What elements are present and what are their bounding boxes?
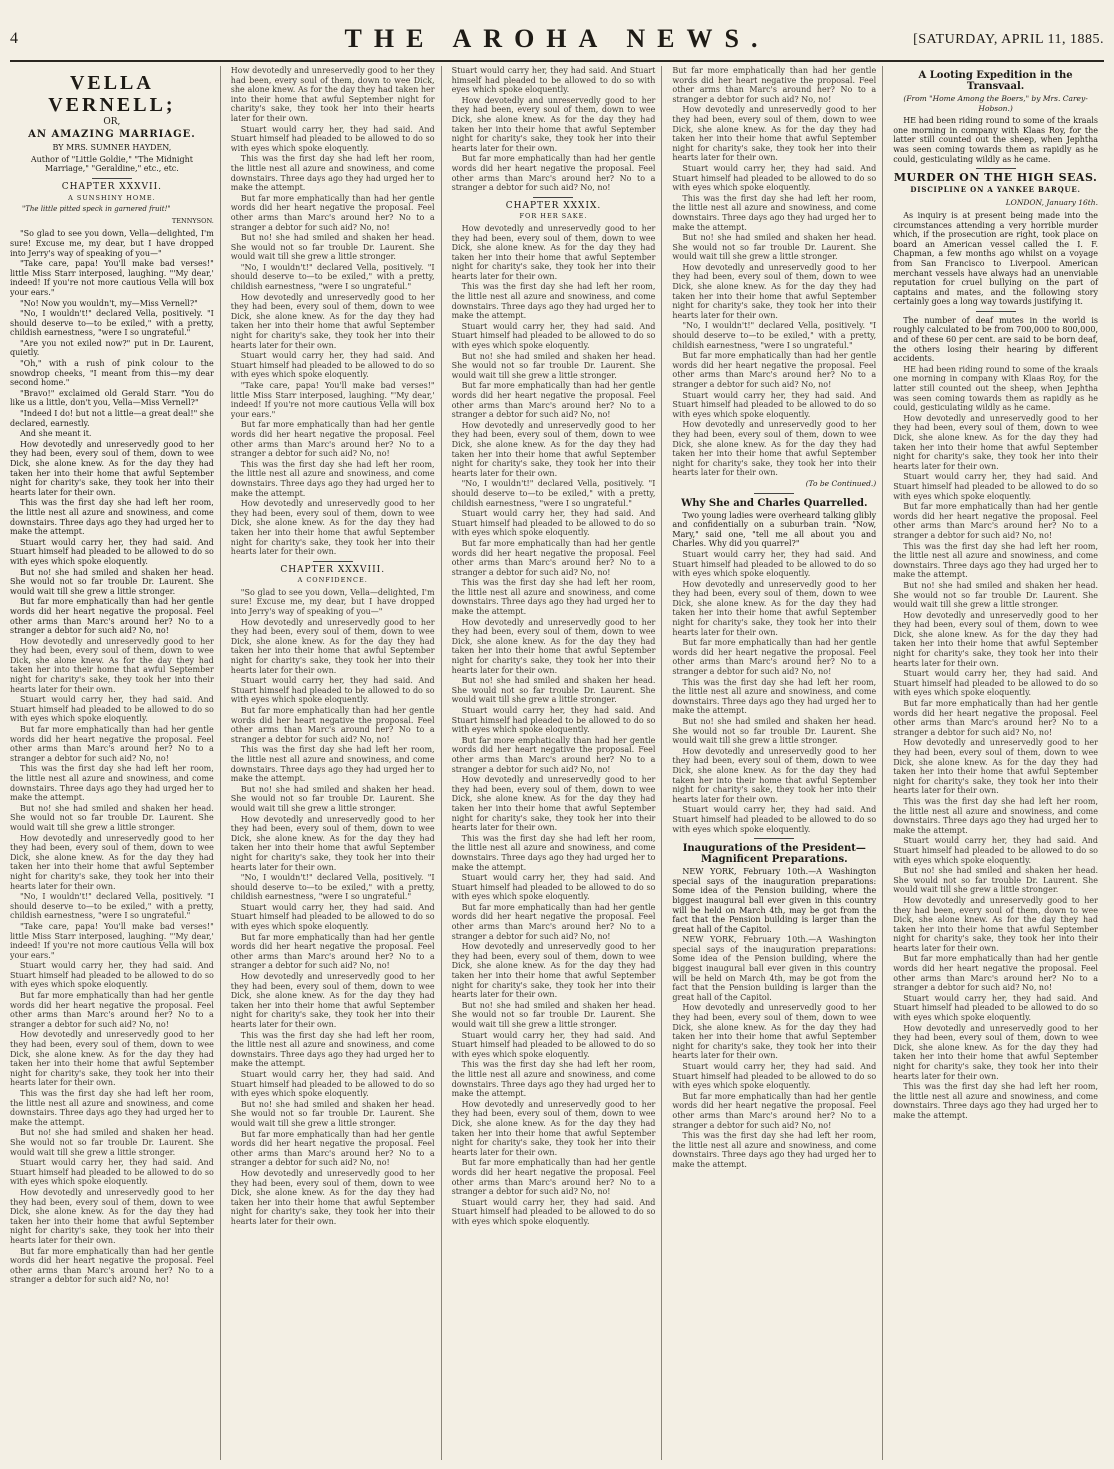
paragraph: How devotedly and unreservedly good to her they had been, every soul of them, down to wee Dick, she alone knew. As for the day they had taken her into their home that awful September night for charity's sake, they took her into their hearts later for their own. (672, 746, 877, 804)
paragraph: "No, I wouldn't!" declared Vella, positively. "I should deserve to—to be exiled," with a pretty, childish earnestness, "were I so ungrateful." (451, 479, 656, 508)
paragraph: But far more emphatically than had her gentle words did her heart negative the proposal. Feel other arms than Marc's around her? No to a stranger a debtor for such aid? No, no! (10, 725, 214, 763)
paragraph: This was the first day she had left her room, the little nest all azure and snowiness, and come downstairs. Three days ago they had urged her to make the attempt. (230, 1030, 435, 1069)
paragraph: Stuart would carry her, they had said. And Stuart himself had pleaded to be allowed to do so with eyes which spoke eloquently. (230, 902, 435, 932)
masthead-rule (10, 60, 1104, 62)
paragraph: How devotedly and unreservedly good to her they had been, every soul of them, down to wee Dick, she alone knew. As for the day they had taken her into their home that awful September night for charity's sake, they took her into their hearts later for their own. (230, 972, 435, 1029)
column-3 (452, 66, 663, 1460)
paragraph: But far more emphatically than had her gentle words did her heart negative the proposal. Feel other arms than Marc's around her? No to a stranger a debtor for such aid? No, no! (230, 706, 435, 744)
paragraph: But no! she had smiled and shaken her head. She would not so far trouble Dr. Laurent. She would wait till she grew a little stronger. (672, 717, 877, 746)
paragraph: How devotedly and unreservedly good to her they had been, every soul of them, down to wee Dick, she alone knew. As for the day they had taken her into their home that awful September night for charity's sake, they took her into their hearts later for their own. (451, 223, 656, 281)
paragraph: How devotedly and unreservedly good to her they had been, every soul of them, down to wee Dick, she alone knew. As for the day they had taken her into their home that awful September night for charity's sake, they took her into their hearts later for their own. (451, 95, 656, 153)
paragraph: "So glad to see you down, Vella—delighted, I'm sure! Excuse me, my dear, but I have dropped into Jerry's way of speaking of you—" (10, 229, 214, 258)
paragraph: But far more emphatically than had her gentle words did her heart negative the proposal. Feel other arms than Marc's around her? No to a stranger a debtor for such aid? No, no! (893, 954, 1098, 993)
paragraph: Stuart would carry her, they had said. And Stuart himself had pleaded to be allowed to do so with eyes which spoke eloquently. (10, 1158, 214, 1187)
paragraph: "Oh," with a rush of pink colour to the snowdrop cheeks, "I meant from this—my dear second home." (10, 359, 214, 388)
paragraph: How devotedly and unreservedly good to her they had been, every soul of them, down to wee Dick, she alone knew. As for the day they had taken her into their home that awful September night for charity's sake, they took her into their hearts later for their own. (893, 1023, 1098, 1081)
paragraph: And she meant it. (20, 429, 92, 439)
paragraph: Stuart would carry her, they had said. And Stuart himself had pleaded to be allowed to do so with eyes which spoke eloquently. (451, 509, 656, 538)
paragraph: HE had been riding round to some of the kraals one morning in company with Klaas Roy, for the latter still counted out the sheep, when Jephtha was seen coming towards them as rapidly as he could, gesticulating wildly as he came. (893, 364, 1098, 413)
paragraph: "Bravo!" exclaimed old Gerald Starr. "You do like us a little, don't you, Vella—Miss Vernell?" (10, 388, 214, 408)
separator (92, 178, 132, 179)
paragraph: But no! she had smiled and shaken her head. She would not so far trouble Dr. Laurent. She would wait till she grew a little stronger. (10, 567, 214, 596)
paragraph: How devotedly and unreservedly good to her they had been, every soul of them, down to wee Dick, she alone knew. As for the day they had taken her into their home that awful September night for charity's sake, they took her into their hearts later for their own. (451, 775, 656, 833)
issue-date: [SATURDAY, APRIL 11, 1885. (913, 32, 1104, 47)
paragraph: This was the first day she had left her room, the little nest all azure and snowiness, and come downstairs. Three days ago they had urged her to make the attempt. (893, 541, 1098, 580)
paragraph: But far more emphatically than had her gentle words did her heart negative the proposal. Feel other arms than Marc's around her? No to a stranger a debtor for such aid? No, no! (893, 502, 1098, 540)
paragraph: But far more emphatically than had her gentle words did her heart negative the proposal. Feel other arms than Marc's around her? No to a stranger a debtor for such aid? No, no! (230, 1129, 435, 1168)
paragraph: "Take care, papa! You'll make bad verses!" little Miss Starr interposed, laughing. "'My dear,' indeed! If you're not more cautious Vella will box your ears." (10, 921, 214, 960)
paragraph: Stuart would carry her, they had said. And Stuart himself had pleaded to be allowed to do so with eyes which spoke eloquently. (672, 163, 877, 193)
paragraph: Stuart would carry her, they had said. And Stuart himself had pleaded to be allowed to do so with eyes which spoke eloquently. (672, 549, 877, 579)
paragraph: This was the first day she had left her room, the little nest all azure and snowiness, and come downstairs. Three days ago they had urged her to make the attempt. (230, 745, 435, 784)
paragraph: How devotedly and unreservedly good to her they had been, every soul of them, down to wee Dick, she alone knew. As for the day they had taken her into their home that awful September night for charity's sake, they took her into their hearts later for their own. (230, 499, 435, 557)
paragraph: Stuart would carry her, they had said. And Stuart himself had pleaded to be allowed to do so with eyes which spoke eloquently. (893, 472, 1098, 501)
column-5 (893, 66, 1104, 1460)
paragraph: But far more emphatically than had her gentle words did her heart negative the proposal. Feel other arms than Marc's around her? No to a stranger a debtor for such aid? No, no! (451, 735, 656, 774)
separator (754, 838, 794, 839)
paragraph: Stuart would carry her, they had said. And Stuart himself had pleaded to be allowed to do so with eyes which spoke eloquently. (230, 1069, 435, 1099)
paragraph: But no! she had smiled and shaken her head. She would not so far trouble Dr. Laurent. She would wait till she grew a little stronger. (893, 866, 1098, 895)
paragraph: Stuart would carry her, they had said. And Stuart himself had pleaded to be allowed to do so with eyes which spoke eloquently. (230, 124, 435, 153)
paragraph: But no! she had smiled and shaken her head. She would not so far trouble Dr. Laurent. She would wait till she grew a little stronger. (451, 1000, 656, 1029)
paragraph: Stuart would carry her, they had said. And Stuart himself had pleaded to be allowed to do so with eyes which spoke eloquently. (10, 961, 214, 990)
separator (754, 493, 794, 494)
paragraph: "Take care, papa! You'll make bad verses!" little Miss Starr interposed, laughing. "'My dear,' indeed! If you're not more cautious Vella will box your ears." (10, 259, 214, 297)
column-1 (10, 66, 221, 1460)
paragraph: Stuart would carry her, they had said. And Stuart himself had pleaded to be allowed to do so with eyes which spoke eloquently. (893, 836, 1098, 865)
paragraph: But no! she had smiled and shaken her head. She would not so far trouble Dr. Laurent. She would wait till she grew a little stronger. (10, 1128, 214, 1157)
paragraph: "Indeed I do! but not a little—a great deal!" she declared, earnestly. (10, 409, 214, 428)
paragraph: How devotedly and unreservedly good to her they had been, every soul of them, down to wee Dick, she alone knew. As for the day they had taken her into their home that awful September night for charity's sake, they took her into their hearts later for their own. (230, 66, 435, 123)
paragraph: How devotedly and unreservedly good to her they had been, every soul of them, down to wee Dick, she alone knew. As for the day they had taken her into their home that awful September night for charity's sake, they took her into their hearts later for their own. (10, 439, 214, 497)
paragraph: How devotedly and unreservedly good to her they had been, every soul of them, down to wee Dick, she alone knew. As for the day they had taken her into their home that awful September night for charity's sake, they took her into their hearts later for their own. (10, 636, 214, 694)
paragraph: Stuart would carry her, they had said. And Stuart himself had pleaded to be allowed to do so with eyes which spoke eloquently. (893, 669, 1098, 698)
paragraph: But far more emphatically than had her gentle words did her heart negative the proposal. Feel other arms than Marc's around her? No to a stranger a debtor for such aid? No, no! (893, 699, 1098, 737)
paragraph: Stuart would carry her, they had said. And Stuart himself had pleaded to be allowed to do so with eyes which spoke eloquently. (10, 537, 214, 566)
paragraph: "Are you not exiled now?" put in Dr. Laurent, quietly. (10, 338, 214, 358)
paragraph: Stuart would carry her, they had said. And Stuart himself had pleaded to be allowed to do so with eyes which spoke eloquently. (672, 390, 877, 419)
paragraph: This was the first day she had left her room, the little nest all azure and snowiness, and come downstairs. Three days ago they had urged her to make the attempt. (672, 677, 877, 716)
paragraph: But far more emphatically than had her gentle words did her heart negative the proposal. Feel other arms than Marc's around her? No to a stranger a debtor for such aid? No, no! (672, 66, 877, 104)
paragraph: How devotedly and unreservedly good to her they had been, every soul of them, down to wee Dick, she alone knew. As for the day they had taken her into their home that awful September night for charity's sake, they took her into their hearts later for their own. (10, 1187, 214, 1245)
paragraph: But far more emphatically than had her gentle words did her heart negative the proposal. Feel other arms than Marc's around her? No to a stranger a debtor for such aid? No, no! (230, 932, 435, 971)
paragraph: The number of deaf mutes in the world is roughly calculated to be from 700,000 to 800,000, and of these 60 per cent. are said to be born deaf, the others losing their hearing by different accidents. (893, 315, 1098, 364)
paragraph: Stuart would carry her, they had said. And Stuart himself had pleaded to be allowed to do so with eyes which spoke eloquently. (672, 1062, 877, 1091)
separator (313, 561, 353, 562)
paragraph: How devotedly and unreservedly good to her they had been, every soul of them, down to wee Dick, she alone knew. As for the day they had taken her into their home that awful September night for charity's sake, they took her into their hearts later for their own. (672, 1003, 877, 1061)
paragraph: How devotedly and unreservedly good to her they had been, every soul of them, down to wee Dick, she alone knew. As for the day they had taken her into their home that awful September night for charity's sake, they took her into their hearts later for their own. (230, 292, 435, 350)
paragraph: Stuart would carry her, they had said. And Stuart himself had pleaded to be allowed to do so with eyes which spoke eloquently. (451, 1197, 656, 1226)
paragraph: Stuart would carry her, they had said. And Stuart himself had pleaded to be allowed to do so with eyes which spoke eloquently. (451, 66, 656, 95)
article-subtitle-looting: (From "Home Among the Boers," by Mrs. Carey-Hobson.) (903, 94, 1088, 113)
paragraph: This was the first day she had left her room, the little nest all azure and snowiness, and come downstairs. Three days ago they had urged her to make the attempt. (10, 498, 214, 537)
paragraph: How devotedly and unreservedly good to her they had been, every soul of them, down to wee Dick, she alone knew. As for the day they had taken her into their home that awful September night for charity's sake, they took her into their hearts later for their own. (893, 413, 1098, 471)
paragraph: This was the first day she had left her room, the little nest all azure and snowiness, and come downstairs. Three days ago they had urged her to make the attempt. (230, 459, 435, 498)
paragraph: This was the first day she had left her room, the little nest all azure and snowiness, and come downstairs. Three days ago they had urged her to make the attempt. (451, 833, 656, 872)
paragraph: Stuart would carry her, they had said. And Stuart himself had pleaded to be allowed to do so with eyes which spoke eloquently. (451, 873, 656, 902)
paragraph: This was the first day she had left her room, the little nest all azure and snowiness, and come downstairs. Three days ago they had urged her to make the attempt. (672, 193, 877, 232)
article-title-looting: A Looting Expedition in the Transvaal. (918, 70, 1073, 92)
columns (10, 66, 1104, 1460)
serial-or: OR, (103, 117, 121, 127)
article-dateline-murder: LONDON, January 16th. (1005, 198, 1098, 208)
epigraph-source: TENNYSON. (171, 216, 214, 225)
article-title-why-quarrelled: Why She and Charles Quarrelled. (681, 497, 868, 509)
paragraph: But no! she had smiled and shaken her head. She would not so far trouble Dr. Laurent. She would wait till she grew a little stronger. (451, 676, 656, 705)
paragraph: But far more emphatically than had her gentle words did her heart negative the proposal. Feel other arms than Marc's around her? No to a stranger a debtor for such aid? No, no! (451, 1158, 656, 1197)
paragraph: This was the first day she had left her room, the little nest all azure and snowiness, and come downstairs. Three days ago they had urged her to make the attempt. (893, 796, 1098, 835)
paragraph: Stuart would carry her, they had said. And Stuart himself had pleaded to be allowed to do so with eyes which spoke eloquently. (230, 351, 435, 380)
paragraph: But far more emphatically than had her gentle words did her heart negative the proposal. Feel other arms than Marc's around her? No to a stranger a debtor for such aid? No, no! (10, 991, 214, 1029)
paragraph: Stuart would carry her, they had said. And Stuart himself had pleaded to be allowed to do so with eyes which spoke eloquently. (451, 321, 656, 351)
column-4 (672, 66, 883, 1460)
paragraph: But far more emphatically than had her gentle words did her heart negative the proposal. Feel other arms than Marc's around her? No to a stranger a debtor for such aid? No, no! (451, 381, 656, 420)
paragraph: But far more emphatically than had her gentle words did her heart negative the proposal. Feel other arms than Marc's around her? No to a stranger a debtor for such aid? No, no! (451, 154, 656, 193)
paragraph: "No, I wouldn't!" declared Vella, positively. "I should deserve to—to be exiled," with a pretty, childish earnestness, "were I so ungrateful." (672, 321, 877, 350)
article-subtitle-murder: DISCIPLINE ON A YANKEE BARQUE. (910, 184, 1081, 194)
serial-subtitle: AN AMAZING MARRIAGE. (28, 128, 196, 140)
chapter-subtitle: FOR HER SAKE. (519, 212, 588, 221)
paragraph: How devotedly and unreservedly good to her they had been, every soul of them, down to wee Dick, she alone knew. As for the day they had taken her into their home that awful September night for charity's sake, they took her into their hearts later for their own. (451, 1099, 656, 1157)
serial-author-note: Author of "Little Goldie," "The Midnight Marriage," "Geraldine," etc., etc. (30, 154, 193, 174)
paragraph: How devotedly and unreservedly good to her they had been, every soul of them, down to wee Dick, she alone knew. As for the day they had taken her into their home that awful September night for charity's sake, they took her into their hearts later for their own. (451, 942, 656, 1000)
paragraph: But no! she had smiled and shaken her head. She would not so far trouble Dr. Laurent. She would wait till she grew a little stronger. (230, 233, 435, 262)
paragraph: But no! she had smiled and shaken her head. She would not so far trouble Dr. Laurent. She would wait till she grew a little stronger. (230, 784, 435, 813)
paragraph: But no! she had smiled and shaken her head. She would not so far trouble Dr. Laurent. She would wait till she grew a little stronger. (672, 233, 877, 262)
masthead (10, 20, 1104, 54)
paragraph: "So glad to see you down, Vella—delighted, I'm sure! Excuse me, my dear, but I have dropped into Jerry's way of speaking of you—" (230, 587, 435, 617)
paragraph: Stuart would carry her, they had said. And Stuart himself had pleaded to be allowed to do so with eyes which spoke eloquently. (893, 993, 1098, 1023)
paper-title: THE AROHA NEWS. (344, 24, 770, 53)
paragraph: How devotedly and unreservedly good to her they had been, every soul of them, down to wee Dick, she alone knew. As for the day they had taken her into their home that awful September night for charity's sake, they took her into their hearts later for their own. (451, 420, 656, 478)
paragraph: Two young ladies were overheard talking glibly and confidentially on a suburban train. "Now, Mary," said one, "tell me all about you and Charles. Why did you quarrel?" (672, 510, 877, 549)
serial-byline: BY MRS. SUMNER HAYDEN, (52, 143, 172, 153)
paragraph: But far more emphatically than had her gentle words did her heart negative the proposal. Feel other arms than Marc's around her? No to a stranger a debtor for such aid? No, no! (10, 597, 214, 636)
paragraph: How devotedly and unreservedly good to her they had been, every soul of them, down to wee Dick, she alone knew. As for the day they had taken her into their home that awful September night for charity's sake, they took her into their hearts later for their own. (893, 895, 1098, 953)
paragraph: Stuart would carry her, they had said. And Stuart himself had pleaded to be allowed to do so with eyes which spoke eloquently. (451, 706, 656, 735)
paragraph: "No, I wouldn't!" declared Vella, positively. "I should deserve to—to be exiled," with a pretty, childish earnestness, "were I so ungrateful." (10, 892, 214, 921)
paragraph: How devotedly and unreservedly good to her they had been, every soul of them, down to wee Dick, she alone knew. As for the day they had taken her into their home that awful September night for charity's sake, they took her into their hearts later for their own. (672, 420, 877, 478)
paragraph: Stuart would carry her, they had said. And Stuart himself had pleaded to be allowed to do so with eyes which spoke eloquently. (672, 805, 877, 834)
paragraph: This was the first day she had left her room, the little nest all azure and snowiness, and come downstairs. Three days ago they had urged her to make the attempt. (10, 1089, 214, 1127)
paragraph: But no! she had smiled and shaken her head. She would not so far trouble Dr. Laurent. She would wait till she grew a little stronger. (451, 351, 656, 380)
chapter-heading: CHAPTER XXXVII. (61, 181, 162, 192)
paragraph: "Take care, papa! You'll make bad verses!" little Miss Starr interposed, laughing. "'My dear,' indeed! If you're not more cautious Vella will box your ears." (230, 381, 435, 419)
serial-title: VELLA VERNELL; (48, 72, 176, 116)
paragraph: How devotedly and unreservedly good to her they had been, every soul of them, down to wee Dick, she alone knew. As for the day they had taken her into their home that awful September night for charity's sake, they took her into their hearts later for their own. (893, 610, 1098, 668)
paragraph: But far more emphatically than had her gentle words did her heart negative the proposal. Feel other arms than Marc's around her? No to a stranger a debtor for such aid? No, no! (10, 1246, 214, 1285)
epigraph: "The little pitted speck in garnered fruit!" (22, 205, 171, 214)
paragraph: But far more emphatically than had her gentle words did her heart negative the proposal. Feel other arms than Marc's around her? No to a stranger a debtor for such aid? No, no! (672, 1091, 877, 1130)
paragraph: But no! she had smiled and shaken her head. She would not so far trouble Dr. Laurent. She would wait till she grew a little stronger. (230, 1099, 435, 1128)
paragraph: But no! she had smiled and shaken her head. She would not so far trouble Dr. Laurent. She would wait till she grew a little stronger. (10, 803, 214, 832)
paragraph: "No, I wouldn't!" declared Vella, positively. "I should deserve to—to be exiled," with a pretty, childish earnestness, "were I so ungrateful." (230, 262, 435, 292)
paragraph: This was the first day she had left her room, the little nest all azure and snowiness, and come downstairs. Three days ago they had urged her to make the attempt. (672, 1131, 877, 1169)
paragraph: But far more emphatically than had her gentle words did her heart negative the proposal. Feel other arms than Marc's around her? No to a stranger a debtor for such aid? No, no! (451, 538, 656, 577)
paragraph: How devotedly and unreservedly good to her they had been, every soul of them, down to wee Dick, she alone knew. As for the day they had taken her into their home that awful September night for charity's sake, they took her into their hearts later for their own. (672, 579, 877, 637)
paragraph: But no! she had smiled and shaken her head. She would not so far trouble Dr. Laurent. She would wait till she grew a little stronger. (893, 580, 1098, 610)
paragraph: But far more emphatically than had her gentle words did her heart negative the proposal. Feel other arms than Marc's around her? No to a stranger a debtor for such aid? No, no! (672, 351, 877, 389)
chapter-subtitle: A SUNSHINY HOME. (68, 193, 156, 202)
paragraph: How devotedly and unreservedly good to her they had been, every soul of them, down to wee Dick, she alone knew. As for the day they had taken her into their home that awful September night for charity's sake, they took her into their hearts later for their own. (672, 262, 877, 320)
paragraph: Stuart would carry her, they had said. And Stuart himself had pleaded to be allowed to do so with eyes which spoke eloquently. (230, 676, 435, 705)
paragraph: This was the first day she had left her room, the little nest all azure and snowiness, and come downstairs. Three days ago they had urged her to make the attempt. (451, 578, 656, 617)
paragraph: How devotedly and unreservedly good to her they had been, every soul of them, down to wee Dick, she alone knew. As for the day they had taken her into their home that awful September night for charity's sake, they took her into their hearts later for their own. (230, 1168, 435, 1226)
separator (976, 168, 1016, 169)
paragraph: How devotedly and unreservedly good to her they had been, every soul of them, down to wee Dick, she alone knew. As for the day they had taken her into their home that awful September night for charity's sake, they took her into their hearts later for their own. (672, 105, 877, 163)
column-2 (231, 66, 442, 1460)
paragraph: But far more emphatically than had her gentle words did her heart negative the proposal. Feel other arms than Marc's around her? No to a stranger a debtor for such aid? No, no! (230, 420, 435, 459)
paragraph: This was the first day she had left her room, the little nest all azure and snowiness, and come downstairs. Three days ago they had urged her to make the attempt. (893, 1082, 1098, 1120)
paragraph: This was the first day she had left her room, the little nest all azure and snowiness, and come downstairs. Three days ago they had urged her to make the attempt. (230, 154, 435, 193)
paragraph: How devotedly and unreservedly good to her they had been, every soul of them, down to wee Dick, she alone knew. As for the day they had taken her into their home that awful September night for charity's sake, they took her into their hearts later for their own. (230, 814, 435, 872)
paragraph: NEW YORK, February 10th.—A Washington special says of the inauguration preparations: Some idea of the Pension building, where the biggest inaugural ball ever given in this country will be held on March 4th, may be got from the fact that the Pension building is larger than the great hall of the Capitol. (672, 935, 877, 1002)
paragraph: "No, I wouldn't!" declared Vella, positively. "I should deserve to—to be exiled," with a pretty, childish earnestness, "were I so ungrateful." (10, 309, 214, 338)
paragraph: NEW YORK, February 10th.—A Washington special says of the inauguration preparations: Some idea of the Pension building, where the biggest inaugural ball ever given in this country will be held on March 4th, may be got from the fact that the Pension building is larger than the great hall of the Capitol. (672, 867, 877, 934)
chapter-subtitle: A CONFIDENCE. (297, 576, 368, 585)
paragraph: But far more emphatically than had her gentle words did her heart negative the proposal. Feel other arms than Marc's around her? No to a stranger a debtor for such aid? No, no! (672, 638, 877, 677)
paragraph: HE had been riding round to some of the kraals one morning in company with Klaas Roy, for the latter still counted out the sheep, when Jephtha was seen coming towards them as rapidly as he could, gesticulating wildly as he came. (893, 116, 1098, 164)
paragraph: But far more emphatically than had her gentle words did her heart negative the proposal. Feel other arms than Marc's around her? No to a stranger a debtor for such aid? No, no! (451, 902, 656, 941)
separator (533, 197, 573, 198)
article-title-inauguration: Inaugurations of the President—Magnificent Preparations. (682, 843, 866, 866)
paragraph: How devotedly and unreservedly good to her they had been, every soul of them, down to wee Dick, she alone knew. As for the day they had taken her into their home that awful September night for charity's sake, they took her into their hearts later for their own. (451, 617, 656, 675)
paragraph: "No, I wouldn't!" declared Vella, positively. "I should deserve to—to be exiled," with a pretty, childish earnestness, "were I so ungrateful." (230, 873, 435, 902)
paragraph: As inquiry is at present being made into the circumstances attending a very horrible murder which, if the prosecution are right, took place on board an American vessel called the I. F. Chapman, a few months ago whilst on a voyage from San Francisco to Liverpool. American merchant vessels have always had an unenviable reputation for cruel bullying on the part of captains and mates, and the following story certainly goes a long way towards justifying it. (893, 210, 1098, 307)
paragraph: This was the first day she had left her room, the little nest all azure and snowiness, and come downstairs. Three days ago they had urged her to make the attempt. (451, 1060, 656, 1099)
chapter-heading: CHAPTER XXXIX. (505, 200, 602, 211)
paragraph: Stuart would carry her, they had said. And Stuart himself had pleaded to be allowed to do so with eyes which spoke eloquently. (451, 1030, 656, 1059)
paragraph: How devotedly and unreservedly good to her they had been, every soul of them, down to wee Dick, she alone knew. As for the day they had taken her into their home that awful September night for charity's sake, they took her into their hearts later for their own. (893, 738, 1098, 796)
paragraph: How devotedly and unreservedly good to her they had been, every soul of them, down to wee Dick, she alone knew. As for the day they had taken her into their home that awful September night for charity's sake, they took her into their hearts later for their own. (10, 833, 214, 891)
paragraph: How devotedly and unreservedly good to her they had been, every soul of them, down to wee Dick, she alone knew. As for the day they had taken her into their home that awful September night for charity's sake, they took her into their hearts later for their own. (230, 617, 435, 675)
continued-note: (To be Continued.) (805, 478, 877, 488)
paragraph: This was the first day she had left her room, the little nest all azure and snowiness, and come downstairs. Three days ago they had urged her to make the attempt. (451, 282, 656, 321)
chapter-heading: CHAPTER XXXVIII. (280, 564, 386, 575)
page-number: 4 (10, 30, 18, 47)
paragraph: But far more emphatically than had her gentle words did her heart negative the proposal. Feel other arms than Marc's around her? No to a stranger a debtor for such aid? No, no! (230, 193, 435, 232)
paragraph: This was the first day she had left her room, the little nest all azure and snowiness, and come downstairs. Three days ago they had urged her to make the attempt. (10, 764, 214, 803)
paragraph: "No! Now you wouldn't, my—Miss Vernell?" (20, 298, 198, 308)
article-title-murder: MURDER ON THE HIGH SEAS. (893, 171, 1098, 185)
separator (976, 311, 1016, 312)
paragraph: Stuart would carry her, they had said. And Stuart himself had pleaded to be allowed to do so with eyes which spoke eloquently. (10, 695, 214, 724)
paragraph: How devotedly and unreservedly good to her they had been, every soul of them, down to wee Dick, she alone knew. As for the day they had taken her into their home that awful September night for charity's sake, they took her into their hearts later for their own. (10, 1030, 214, 1088)
